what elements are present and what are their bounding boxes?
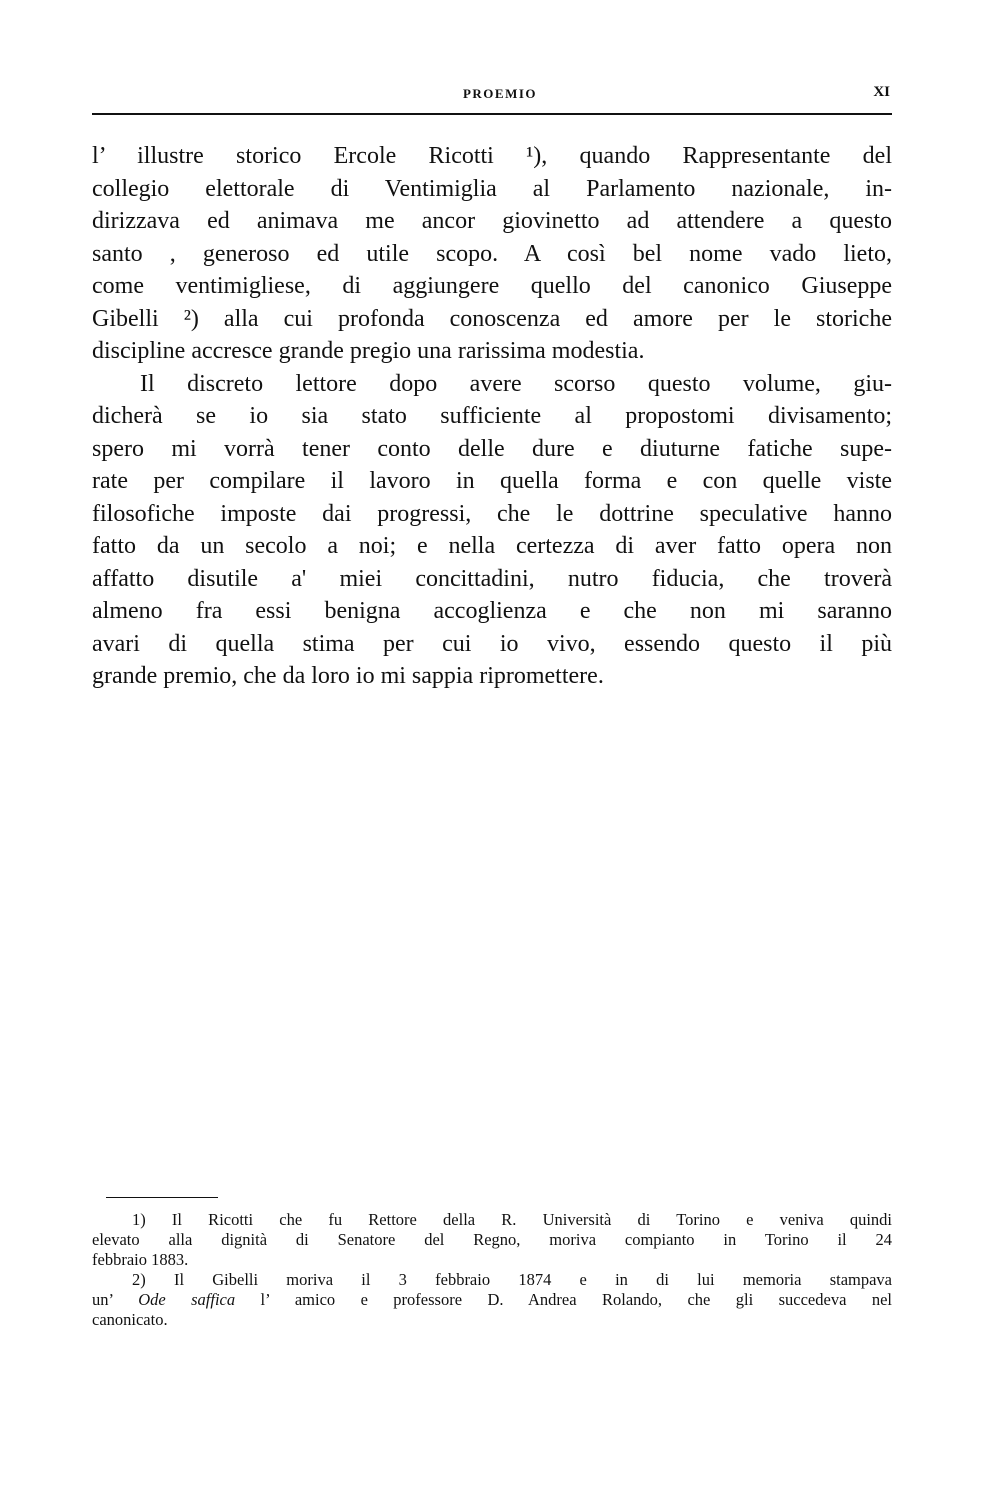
body-line: discipline accresce grande pregio una rarissima modestia. (92, 338, 645, 364)
footnote-2-text: l’ amico e professore D. Andrea Rolando, che gli succedeva nel (235, 1290, 892, 1309)
body-line: avari di quella stima per cui io vivo, essendo questo il più (92, 630, 892, 657)
footnote-1-line: febbraio 1883. (92, 1250, 189, 1269)
body-line: Gibelli ²) alla cui profonda conoscenza ed amore per le storiche (92, 305, 892, 332)
footnote-2-text: un’ (92, 1290, 139, 1309)
footnote-2-line: 2) Il Gibelli moriva il 3 febbraio 1874 e in di lui memoria stampava (132, 1270, 892, 1289)
footnote-2-italic-title: Ode saffica (138, 1290, 236, 1309)
page-number: XI (873, 84, 890, 100)
footnote-2-line: canonicato. (92, 1310, 168, 1329)
body-line: spero mi vorrà tener conto delle dure e diuturne fatiche supe- (92, 435, 892, 462)
body-line: dirizzava ed animava me ancor giovinetto ad attendere a questo (92, 208, 892, 234)
body-line: come ventimigliese, di aggiungere quello del canonico Giuseppe (92, 273, 892, 299)
running-header-title: PROEMIO (462, 86, 538, 101)
footnote-1-line: 1) Il Ricotti che fu Rettore della R. Università di Torino e veniva quindi (132, 1210, 892, 1229)
header-rule (92, 113, 892, 115)
footnote-2-line (92, 1290, 892, 1310)
footnote-separator (106, 1197, 218, 1198)
body-line: Il discreto lettore dopo avere scorso questo volume, giu- (140, 370, 892, 397)
body-line: filosofiche imposte dai progressi, che le dottrine speculative hanno (92, 500, 892, 527)
body-line: collegio elettorale di Ventimiglia al Parlamento nazionale, in- (92, 175, 892, 202)
body-line: almeno fra essi benigna accoglienza e che non mi saranno (92, 598, 892, 624)
body-line: grande premio, che da loro io mi sappia ripromettere. (92, 663, 604, 689)
body-line: l’ illustre storico Ercole Ricotti ¹), quando Rappresentante del (92, 143, 892, 169)
body-line: fatto da un secolo a noi; e nella certezza di aver fatto opera non (92, 533, 892, 559)
body-line: rate per compilare il lavoro in quella forma e con quelle viste (92, 468, 892, 494)
body-line: dicherà se io sia stato sufficiente al propostomi divisamento; (92, 403, 892, 429)
body-line: santo , generoso ed utile scopo. A così bel nome vado lieto, (92, 240, 892, 267)
body-text (92, 140, 892, 693)
body-line: affatto disutile a' miei concittadini, nutro fiducia, che troverà (92, 565, 892, 592)
footnote-1-line: elevato alla dignità di Senatore del Regno, moriva compianto in Torino il 24 (92, 1230, 892, 1249)
footnotes (92, 1210, 892, 1330)
